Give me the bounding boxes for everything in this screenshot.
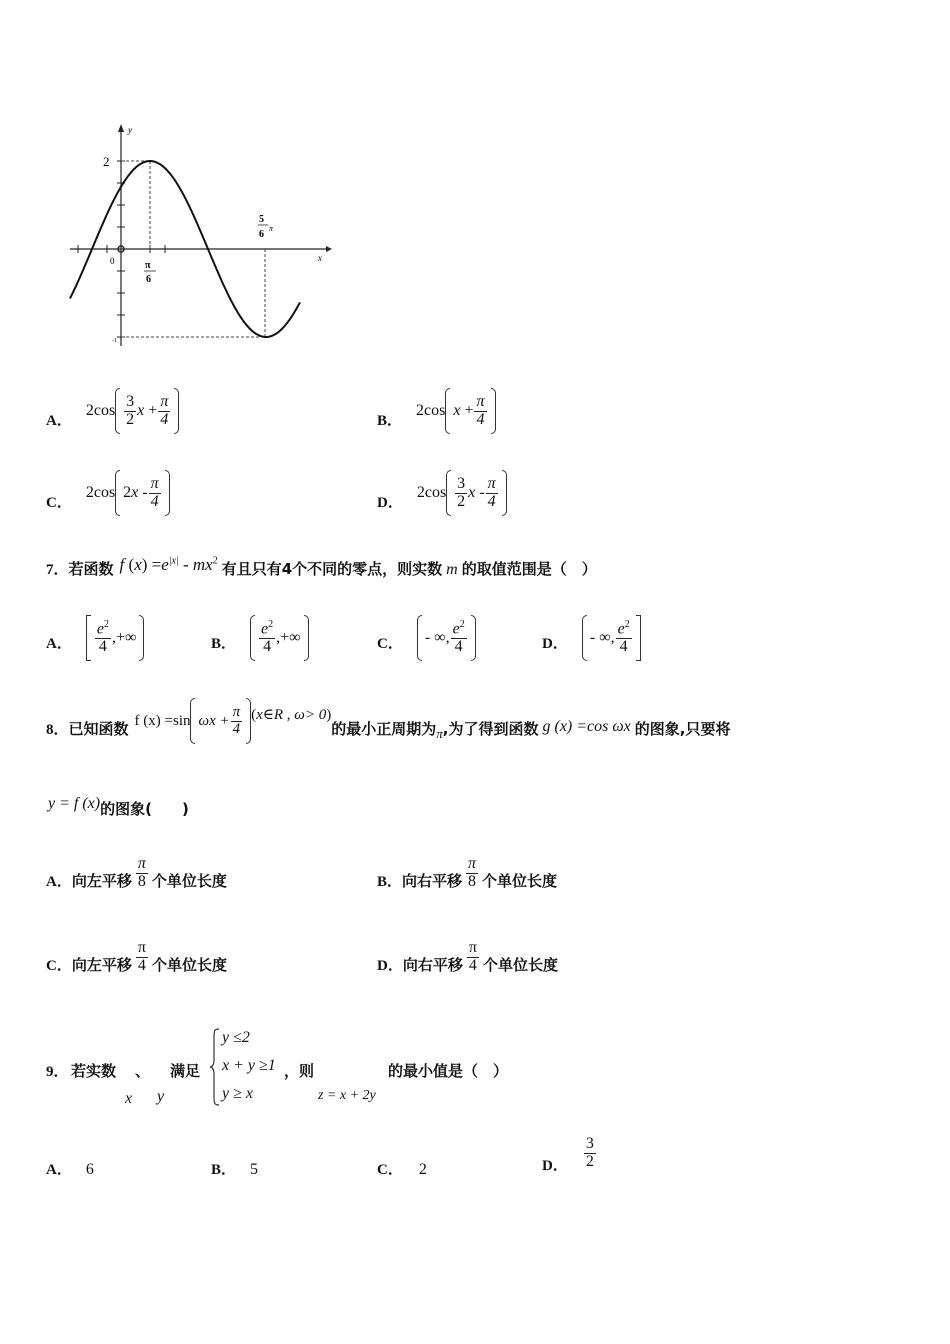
- q9-option-b[interactable]: B． 5: [211, 1161, 259, 1178]
- q7-option-d[interactable]: D． - ∞, $\frac{e^2}{4}$: [542, 615, 641, 661]
- coef: 2cos: [416, 484, 447, 501]
- coef: 2cos: [85, 402, 116, 419]
- y-axis-arrow: [118, 124, 124, 132]
- argument: $\frac{3}{2}$ x + $\frac{\pi}{4}$: [115, 388, 179, 434]
- constraint-3: y ≥ x: [222, 1085, 253, 1102]
- q9-option-a[interactable]: A． 6: [46, 1161, 94, 1178]
- constraint-1: y ≤2: [222, 1029, 250, 1046]
- q7-option-a[interactable]: A． $\frac{e^2}{4}$ ,+∞: [46, 615, 144, 661]
- five-sixth-num: 5: [259, 214, 264, 225]
- constraint-2: x + y ≥1: [222, 1057, 276, 1074]
- option-label: C．: [46, 494, 72, 511]
- q7-stem: 7． 若函数 f $(x) =e^{|x|} - mx^2$ 有且只有4个不同的零点，则实数 m 的取值范围是（ ）: [46, 555, 597, 578]
- q6-option-c[interactable]: [46, 470, 170, 516]
- x-axis-arrow: [326, 246, 332, 252]
- q8-option-b[interactable]: B． 向右平移 $\frac{\pi}{8}$ 个单位长度: [377, 855, 558, 890]
- q8-stem: 8． 已知函数 f (x) =sin ωx + $\frac{\pi}{4}$ (x∈R , ω> 0) 的最小正周期为 π ,为了得到函数 g (x) =cos ωx 的图象,只要将: [46, 698, 730, 744]
- q6-option-a[interactable]: [46, 388, 179, 434]
- five-sixth-den: 6: [259, 229, 264, 240]
- q8-option-d[interactable]: D． 向右平移 $\frac{\pi}{4}$ 个单位长度: [377, 939, 558, 974]
- y-min-label: -1: [112, 338, 117, 344]
- option-label: A．: [46, 412, 72, 429]
- argument: $\frac{3}{2}$ x - $\frac{\pi}{4}$: [446, 470, 506, 516]
- argument: 2 x - $\frac{\pi}{4}$: [115, 470, 169, 516]
- sine-graph: [60, 118, 340, 358]
- pi-over-6-den: 6: [146, 274, 151, 285]
- five-sixth-pi: π: [269, 224, 274, 233]
- coef: 2cos: [85, 484, 116, 501]
- pi-over-6-num: π: [145, 260, 151, 271]
- q8-stem-line2: y = f (x) 的图象( ): [48, 795, 189, 818]
- argument: x + $\frac{\pi}{4}$: [445, 388, 495, 434]
- q6-option-b[interactable]: [377, 388, 496, 434]
- q7-formula: f $(x) =e^{|x|} - mx^2$: [119, 555, 218, 574]
- q8-option-c[interactable]: C． 向左平移 $\frac{\pi}{4}$ 个单位长度: [46, 939, 227, 974]
- x-axis-label: x: [318, 253, 322, 263]
- q9-stem: 9． 若实数 x 、 y 满足 y ≤2 x + y ≥1 y ≥ x ，则 z = x + 2y 的最小值是（ ）: [46, 1022, 646, 1112]
- origin-label: 0: [110, 256, 115, 266]
- q8-option-a[interactable]: A． 向左平移 $\frac{\pi}{8}$ 个单位长度: [46, 855, 227, 890]
- q9-option-c[interactable]: C． 2: [377, 1161, 427, 1178]
- coef: 2cos: [416, 402, 446, 419]
- q8-f-formula: f (x) =sin: [134, 712, 191, 729]
- q7-option-b[interactable]: B． $\frac{e^2}{4}$ ,+∞: [211, 615, 309, 661]
- q7-option-c[interactable]: C． - ∞, $\frac{e^2}{4}$: [377, 615, 476, 661]
- y-max-label: 2: [103, 154, 110, 169]
- option-label: B．: [377, 412, 403, 429]
- q9-option-d[interactable]: D． $\frac{3}{2}$: [542, 1135, 594, 1174]
- q6-option-d[interactable]: [377, 470, 507, 516]
- option-label: D．: [377, 494, 403, 511]
- y-axis-label: y: [128, 125, 132, 135]
